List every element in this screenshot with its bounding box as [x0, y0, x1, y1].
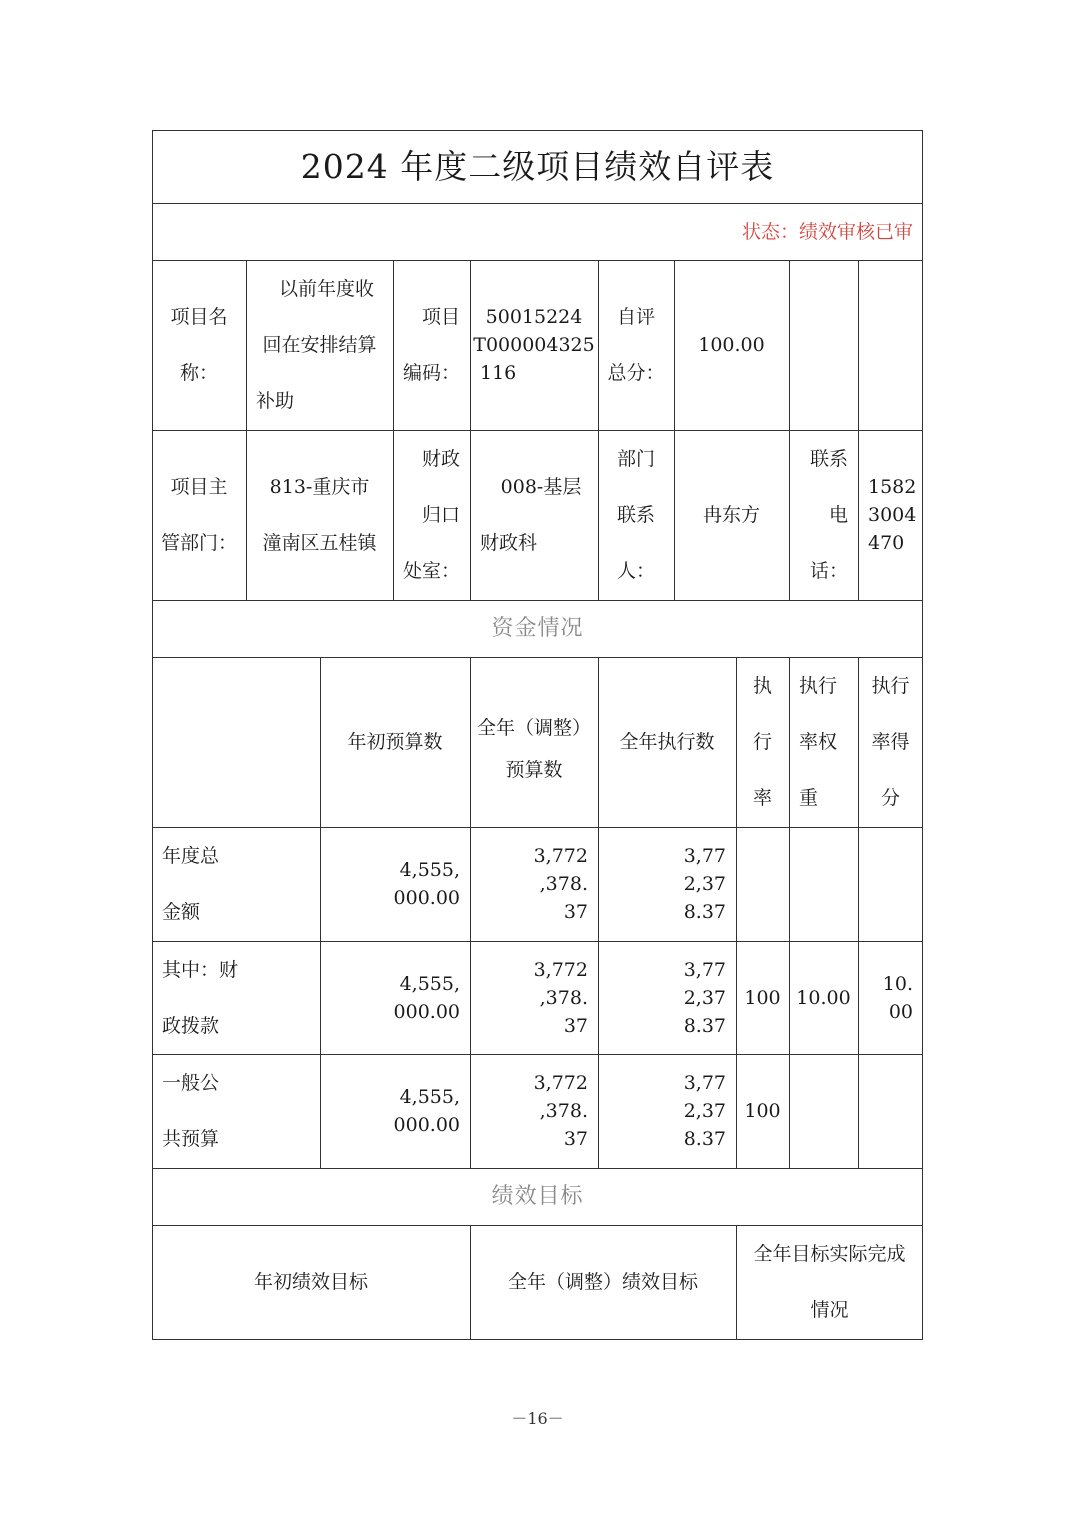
contact-label: 部门 联系 人：	[616, 448, 655, 582]
table-cell-executed: 3,77 2,37 8.37	[683, 958, 726, 1037]
table-cell-initial: 4,555, 000.00	[393, 1086, 460, 1136]
table-cell-exec-rate: 100	[744, 986, 781, 1009]
header-adjusted-goal: 全年（调整）绩效目标	[507, 1271, 698, 1293]
table-cell-adjusted: 3,772 ,378. 37	[533, 845, 588, 923]
performance-evaluation-table	[152, 130, 923, 1340]
table-row-label: 其中：财 政拨款	[162, 958, 239, 1037]
perf-section-title: 绩效目标	[491, 1183, 584, 1209]
phone-label: 联系 电 话：	[809, 448, 848, 582]
phone-value: 1582 3004 470	[868, 476, 917, 554]
title-text: 2024 年度二级项目绩效自评表	[300, 146, 775, 186]
header-rate-score: 执行 率得 分	[871, 675, 910, 809]
page-title	[152, 130, 923, 203]
header-exec-rate: 执 行 率	[752, 675, 772, 809]
page-number: －16－	[511, 1409, 564, 1428]
project-code-value: 50015224 T000004325 116	[473, 306, 595, 384]
status-text: 状态：绩效审核已审	[741, 220, 913, 243]
project-code-label: 项目 编码：	[402, 306, 460, 384]
header-initial-goal: 年初绩效目标	[253, 1271, 368, 1293]
header-rate-weight: 执行 率权 重	[799, 675, 838, 809]
table-cell-executed: 3,77 2,37 8.37	[683, 1072, 726, 1150]
self-score-label: 自评 总分：	[607, 306, 665, 384]
header-adjusted-budget: 全年（调整） 预算数	[476, 717, 591, 781]
table-cell-adjusted: 3,772 ,378. 37	[533, 958, 588, 1037]
funds-section-title: 资金情况	[491, 615, 584, 641]
finance-office-label: 财政 归口 处室：	[402, 448, 460, 582]
table-cell-exec-rate: 100	[744, 1100, 781, 1122]
table-row-label: 一般公 共预算	[162, 1072, 220, 1150]
contact-value: 冉东方	[702, 504, 760, 526]
finance-office-value: 008-基层 财政科	[480, 476, 582, 554]
self-score-value: 100.00	[698, 334, 765, 356]
table-cell-executed: 3,77 2,37 8.37	[683, 845, 726, 923]
table-cell-rate-weight: 10.00	[796, 986, 851, 1009]
table-cell-initial: 4,555, 000.00	[393, 972, 460, 1023]
table-cell-adjusted: 3,772 ,378. 37	[533, 1072, 588, 1150]
header-executed: 全年执行数	[619, 731, 715, 753]
header-actual-completion: 全年目标实际完成 情况	[753, 1243, 906, 1321]
header-initial-budget: 年初预算数	[347, 731, 443, 753]
project-name-value: 以前年度收 回在安排结算 补助	[256, 278, 377, 412]
table-cell-rate-score: 10. 00	[882, 972, 913, 1023]
table-row-label: 年度总 金额	[162, 845, 220, 923]
status-badge	[152, 203, 923, 260]
table-cell-initial: 4,555, 000.00	[393, 859, 460, 909]
dept-value: 813-重庆市 潼南区五桂镇	[262, 476, 377, 554]
project-name-label: 项目名 称：	[170, 306, 228, 384]
dept-label: 项目主 管部门：	[160, 476, 237, 554]
